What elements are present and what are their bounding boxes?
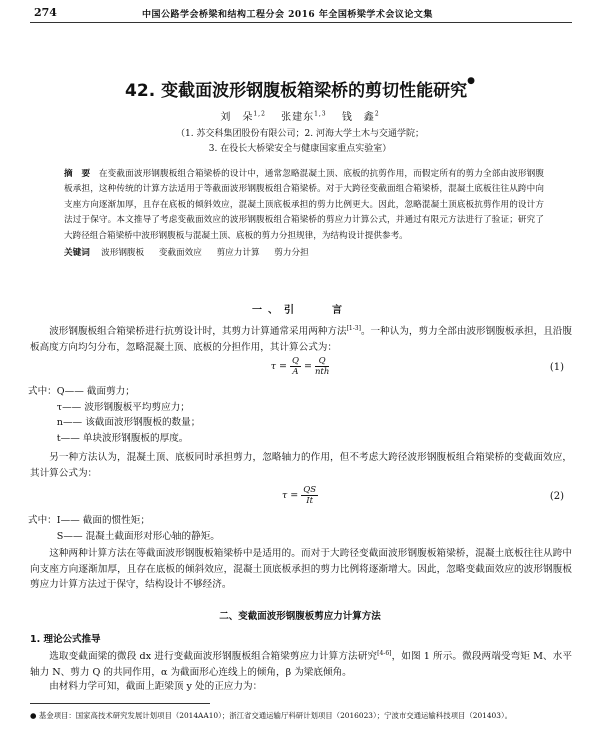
running-header — [0, 6, 600, 22]
equation-number: (2) — [549, 491, 564, 502]
keyword: 剪应力计算 — [216, 248, 260, 258]
definition-line: S—— 混凝土截面形对形心轴的静矩。 — [28, 530, 220, 542]
footnote-rule — [30, 703, 210, 704]
author-name: 张建东 — [281, 112, 315, 123]
title-footnote-mark: ● — [467, 76, 475, 86]
keyword: 波形钢腹板 — [101, 248, 145, 258]
equation-2: τ = $\frac{QS}{It}$ (2) — [281, 485, 564, 506]
paper-title — [0, 76, 600, 101]
definition-line: t—— 单块波形钢腹板的厚度。 — [28, 432, 189, 444]
symbol-definitions — [28, 513, 220, 544]
paragraph: 选取变截面梁的微段 dx 进行变截面波形钢腹板组合箱梁剪应力计算方法研究[4-6]，如图 1 所示。微段两端受弯矩 M、水平轴力 N、剪力 Q 的共同作用，α 为截面形心连线上的倾角，β 为梁底倾角。 — [30, 650, 572, 678]
header-rule — [30, 22, 572, 23]
paragraph: 波形钢腹板组合箱梁桥进行抗剪设计时，其剪力计算通常采用两种方法[1-3]。一种认为，剪力全部由波形钢腹板承担，且沿腹板高度方向均匀分布，忽略混凝土顶、底板的分担作用，其计算公式为： — [30, 325, 572, 353]
citation: [4-6] — [377, 650, 392, 657]
paragraph: 这种两种计算方法在等截面波形钢腹板箱梁桥中是适用的。而对于大跨径变截面波形钢腹板箱梁桥，混凝土底板往往从跨中向支座方向逐渐加厚，且存在底板的倾斜效应，混凝土顶底板承担的剪力比例将逐渐增大。因此，忽略变截面效应的波形钢腹板剪应力计算方法过于保守，结构设计不够经济。 — [30, 548, 572, 591]
equation-number: (1) — [549, 362, 564, 373]
paper-title-text: 变截面波形钢腹板箱梁桥的剪切性能研究 — [161, 81, 468, 101]
definition-line: τ—— 波形钢腹板平均剪应力； — [28, 401, 190, 413]
fraction: $\frac{Q}{A}$ — [291, 356, 299, 377]
subsection-heading: 1. 理论公式推导 — [30, 634, 101, 645]
paragraph: 由材料力学可知，截面上距梁顶 y 处的正应力为： — [49, 681, 263, 692]
abstract-text: 在变截面波形钢腹板组合箱梁桥的设计中，通常忽略混凝土顶、底板的抗剪作用，而假定所有的剪力全部由波形钢腹板承担，这种传统的计算方法适用于等截面波形钢腹板组合箱梁桥。对于大跨径变截面组合箱梁桥，混凝土底板往往从跨中向支座方向逐渐加厚，且存在底板的倾斜效应，混凝土顶底板承担的剪力比例更大。因此，忽略混凝土顶底板抗剪作用的设计方法过于保守。本文推导了考虑变截面效应的波形钢腹板组合箱梁桥的剪应力计算公式，并通过有限元方法进行了验证；研究了大跨径组合箱梁桥中波形钢腹板与混凝土顶、底板的剪力分担规律，为结构设计提供参考。 — [64, 169, 544, 241]
keyword: 剪力分担 — [274, 248, 309, 258]
section-heading-method: 二、变截面波形钢腹板剪应力计算方法 — [219, 611, 381, 622]
paragraph: 另一种方法认为，混凝土顶、底板同时承担剪力，忽略轴力的作用，但不考虑大跨径波形钢腹板组合箱梁桥的变截面效应，其计算公式为： — [30, 452, 572, 479]
author-name: 钱 鑫 — [341, 112, 375, 123]
fraction: $\frac{Q}{\text{nth}}$ — [314, 356, 330, 377]
affiliation-line: （1. 苏交科集团股份有限公司；2. 河海大学土木与交通学院； — [176, 129, 424, 139]
footnote-mark: ● — [30, 711, 37, 720]
symbol-definitions — [28, 384, 200, 446]
equation-1: τ = $\frac{Q}{A}$ = $\frac{Q}{\text{nth}}$ (1) — [270, 356, 564, 377]
journal-title: 中国公路学会桥梁和结构工程分会 2016 年全国桥梁学术会议论文集 — [142, 10, 433, 20]
definition-line: n—— 该截面波形钢腹板的数量； — [28, 417, 201, 429]
keywords-label: 关键词 — [64, 248, 90, 258]
citation: [1-3] — [346, 325, 361, 332]
definition-line: 式中：Q—— 截面剪力； — [28, 386, 135, 397]
affiliation-line: 3. 在役长大桥梁安全与健康国家重点实验室） — [208, 144, 392, 154]
abstract — [64, 167, 544, 244]
author-list: 刘 朵$^{1,2}$ 张建东$^{1,3}$ 钱 鑫$^2$ — [220, 110, 380, 123]
fraction: $\frac{QS}{It}$ — [303, 485, 317, 506]
author-name: 刘 朵 — [220, 112, 254, 123]
footnote-text: 基金项目：国家高技术研究发展计划项目（2014AA10）；浙江省交通运输厅科研计划项目（2016023）；宁波市交通运输科技项目（201403）。 — [38, 711, 513, 720]
section-heading-intro: 一、引 言 — [252, 305, 348, 316]
paper-number: 42. — [125, 81, 156, 101]
page-number: 274 — [34, 6, 57, 19]
definition-line: 式中：I—— 截面的惯性矩； — [28, 515, 150, 526]
keyword: 变截面效应 — [158, 248, 202, 258]
abstract-label: 摘 要 — [64, 169, 91, 179]
keywords — [64, 246, 544, 258]
funding-footnote — [30, 710, 590, 721]
